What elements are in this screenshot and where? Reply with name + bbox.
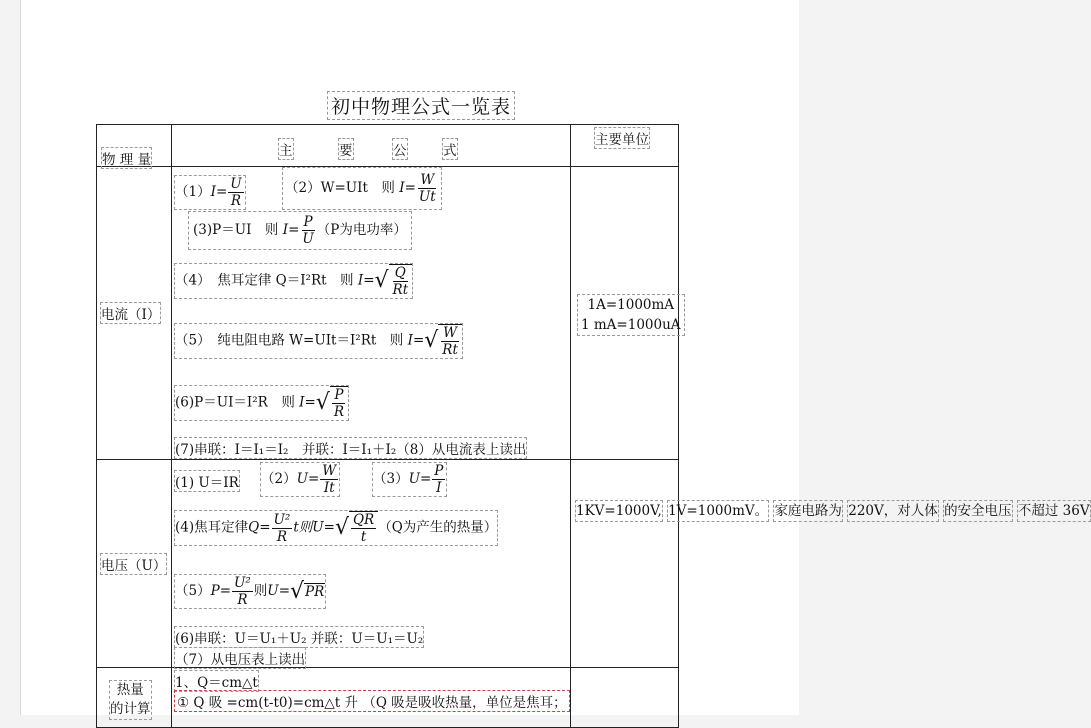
current-formula-7: (7)串联：I＝I₁＝I₂ 并联：I＝I₁＋I₂（8）从电流表上读出	[174, 437, 527, 459]
voltage-formula-2: （2）U= $\frac{W}{It}$	[260, 462, 340, 497]
formula-denominator: It	[323, 480, 335, 496]
formula-suffix: （P为电功率）	[316, 222, 407, 238]
voltage-formulas-cell	[172, 460, 571, 668]
formula-var: I	[399, 180, 405, 196]
unit-line: 家庭电路为	[773, 500, 843, 522]
current-row	[97, 167, 679, 460]
header-row	[97, 125, 679, 167]
heat-label-cell	[97, 668, 172, 728]
current-formula-2: （2）W=UIt 则 I= $\frac{W}{Ut}$	[282, 167, 442, 210]
formula-numerator: W	[420, 172, 435, 188]
formula-numerator: U	[230, 176, 242, 192]
unit-line: 220V，对人体	[847, 500, 939, 522]
formula-var: P	[210, 583, 220, 599]
current-formula-6: (6)P＝UI＝I²R 则 I= √ $\frac{P}{R}$	[174, 385, 349, 421]
formula-denominator: R	[237, 592, 248, 608]
header-formula-cell	[172, 125, 571, 167]
formula-prefix: (3)P＝UI 则	[193, 222, 279, 238]
unit-line: 1V=1000mV。	[667, 500, 769, 522]
voltage-formula-6: (6)串联：U＝U₁＋U₂ 并联：U＝U₁＝U₂	[174, 626, 424, 648]
formula-denominator: Ut	[418, 189, 436, 205]
formula-mid: 则	[253, 583, 268, 599]
formula-numerator: Q	[394, 265, 406, 281]
formula-denominator: t	[360, 529, 367, 545]
formula-prefix: （1）	[175, 184, 211, 200]
formula-numerator: U²	[234, 575, 251, 591]
formula-prefix: （2）	[261, 471, 297, 487]
unit-line: 1KV=1000V,	[575, 500, 663, 522]
current-formula-5: （5） 纯电阻电路 W=UIt＝I²Rt 则 I= √ $\frac{W}{Rt}$	[174, 323, 463, 359]
voltage-formula-7: （7）从电压表上读出	[174, 647, 306, 669]
formula-var: I	[357, 272, 364, 289]
unit-line: 不超过 36V	[1017, 500, 1091, 522]
formula-var: I	[282, 222, 289, 238]
header-formula-char-2: 要	[338, 138, 354, 160]
formula-denominator: R	[230, 193, 242, 209]
current-label-cell	[97, 167, 172, 460]
current-formulas-cell	[172, 167, 571, 460]
formula-var: I	[407, 332, 413, 349]
formula-numerator: QR	[352, 512, 375, 528]
header-formula-char-4: 式	[442, 138, 458, 160]
header-quantity: 物 理 量	[101, 147, 152, 169]
formula-prefix: （5） 纯电阻电路 W=UIt＝I²Rt 则	[175, 332, 404, 349]
header-formula-char-3: 公	[392, 138, 408, 160]
voltage-row	[97, 460, 679, 668]
heat-label-line: 热量	[116, 682, 144, 698]
voltage-units	[575, 500, 1090, 522]
heat-formula-2: ① Q 吸 =cm(t-t0)=cm△t 升 （Q 吸是吸收热量，单位是焦耳；	[174, 690, 570, 712]
header-formula-char-1: 主	[278, 138, 294, 160]
page-title: 初中物理公式一览表	[327, 91, 515, 120]
formula-denominator: I	[436, 480, 442, 496]
formula-table	[96, 124, 1090, 728]
heat-formula-1: 1、Q＝cm△t	[174, 670, 259, 692]
heat-label-line: 的计算	[110, 701, 151, 717]
voltage-label: 电压（U）	[100, 553, 167, 575]
unit-line: 的安全电压	[943, 500, 1013, 522]
header-unit-cell	[571, 125, 679, 167]
unit-line: 1A=1000mA	[587, 297, 675, 313]
formula-var: I	[210, 184, 216, 200]
formula-var: I	[299, 394, 305, 411]
formula-prefix: （3）	[373, 471, 409, 487]
heat-label	[109, 680, 152, 720]
formula-numerator: P	[434, 463, 444, 479]
current-formula-3: (3)P＝UI 则 I= $\frac{P}{U}$ （P为电功率）	[188, 211, 412, 250]
formula-prefix: （4） 焦耳定律 Q＝I²Rt 则	[175, 272, 354, 289]
current-label: 电流（I）	[100, 302, 161, 324]
voltage-formula-5: （5）P= $\frac{\text{U²}}{R}$ 则U= √ PR	[175, 575, 325, 608]
header-unit: 主要单位	[594, 127, 650, 149]
formula-denominator: Rt	[392, 282, 409, 298]
current-formula-1: （1）I= $\frac{U}{R}$	[174, 175, 246, 210]
formula-prefix: （2）W=UIt 则	[285, 180, 395, 196]
formula-prefix: (4)焦耳定律	[175, 519, 249, 536]
formula-numerator: W	[443, 325, 458, 341]
current-units-cell	[571, 167, 679, 460]
formula-numerator: P	[303, 214, 313, 230]
voltage-formula-4: (4)焦耳定律Q= $\frac{\text{U²}}{R}$ t则U= √ $\frac{QR}{t}$ （Q为产生的热量）	[175, 511, 498, 545]
voltage-formula-3: （3）U= $\frac{P}{I}$	[372, 462, 447, 497]
formula-var: U	[312, 519, 324, 536]
heat-units-cell	[571, 668, 679, 728]
formula-denominator: Rt	[442, 342, 458, 358]
formula-var: U	[267, 583, 279, 599]
formula-numerator: U²	[273, 511, 291, 528]
current-formula-4: （4） 焦耳定律 Q＝I²Rt 则 I= √ $\frac{Q}{Rt}$	[174, 263, 413, 299]
formula-var: U	[296, 471, 308, 487]
formula-radicand: PR	[305, 584, 325, 600]
formula-denominator: R	[333, 404, 344, 420]
formula-mid: t则	[293, 519, 313, 536]
formula-denominator: U	[302, 231, 314, 247]
formula-denominator: R	[276, 528, 287, 545]
formula-suffix: （Q为产生的热量）	[378, 519, 498, 536]
voltage-units-cell	[571, 460, 1090, 668]
voltage-label-cell	[97, 460, 172, 668]
formula-prefix: (6)P＝UI＝I²R 则	[175, 394, 295, 411]
formula-numerator: P	[334, 387, 344, 403]
document-page	[20, 0, 1090, 717]
heat-row	[97, 668, 679, 728]
formula-var: U	[408, 471, 420, 487]
formula-prefix: （5）	[175, 583, 211, 599]
formula-numerator: W	[322, 463, 337, 479]
voltage-formula-1: (1) U＝IR	[174, 470, 240, 492]
formula-var: Q	[248, 519, 260, 536]
current-units	[577, 294, 685, 336]
header-quantity-cell	[97, 125, 172, 167]
unit-line: 1 mA=1000uA	[581, 317, 681, 333]
heat-formulas-cell	[172, 668, 571, 728]
